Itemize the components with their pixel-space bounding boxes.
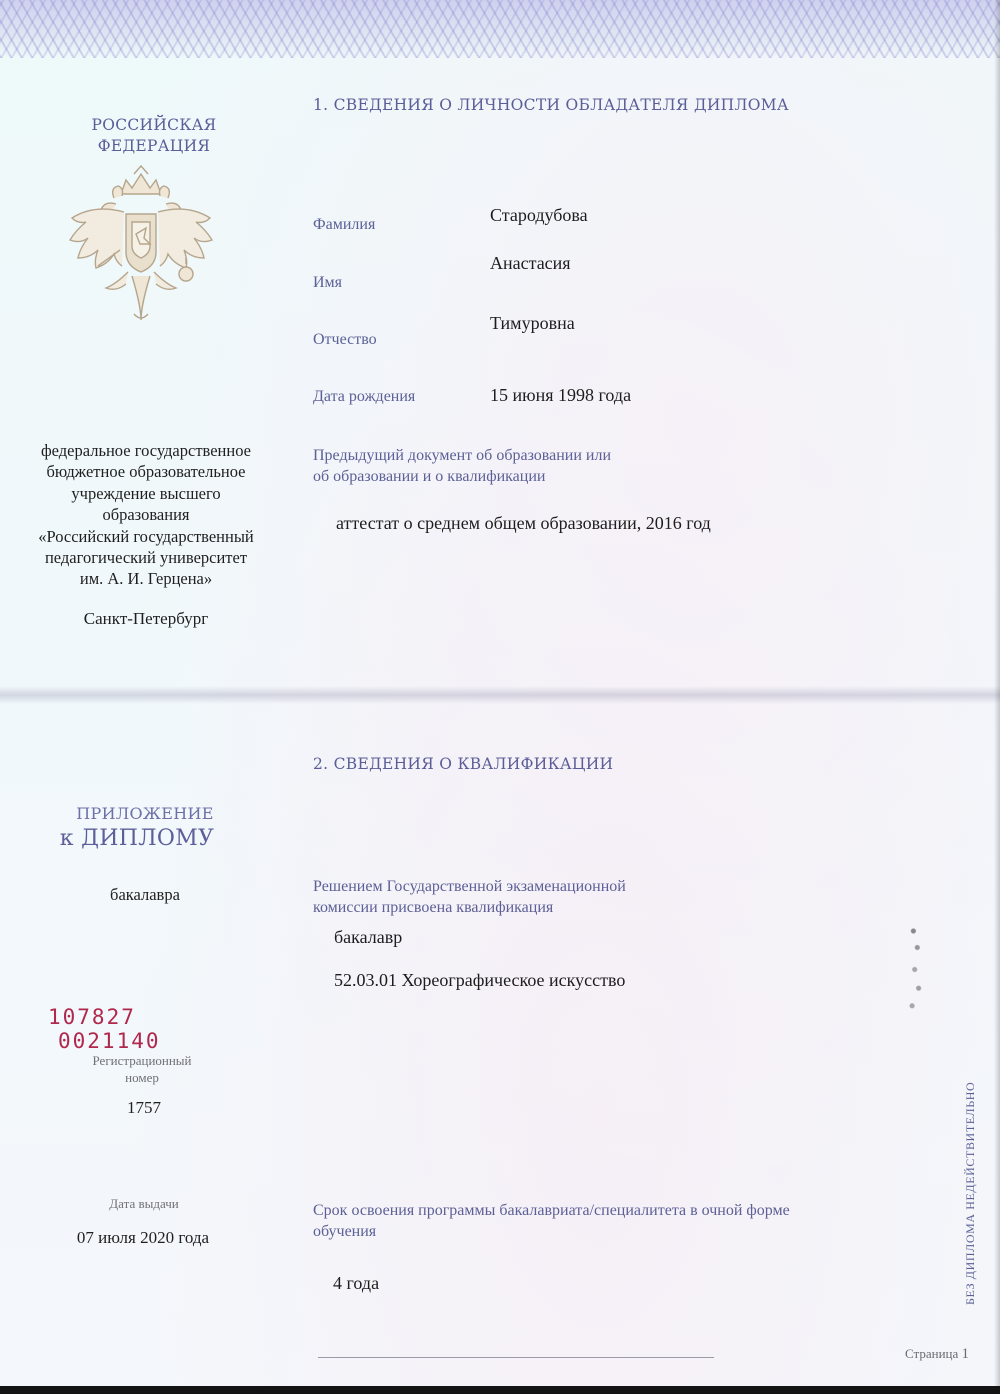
decision-label — [313, 876, 626, 918]
prev-doc-label-line2: об образовании и о квалификации — [313, 468, 546, 485]
surname-label: Фамилия — [313, 216, 376, 233]
appendix-title-line1: ПРИЛОЖЕНИЕ — [76, 804, 214, 823]
institution-line: федеральное государственное — [40, 441, 251, 460]
reg-number-label — [42, 1052, 242, 1086]
reg-number: 1757 — [127, 1098, 161, 1117]
institution-line: бюджетное образовательное — [46, 462, 246, 482]
appendix-title-line2: к ДИПЛОМУ — [59, 826, 215, 851]
institution-line: образования — [102, 505, 190, 525]
duration-label-line2: обучения — [313, 1223, 377, 1240]
patronymic-label: Отчество — [313, 331, 377, 348]
institution-line: педагогический университет — [44, 548, 248, 568]
name-label: Имя — [313, 274, 343, 291]
patronymic-value: Тимуровна — [490, 313, 575, 333]
coat-of-arms-icon — [66, 164, 216, 329]
reg-label-line2: номер — [125, 1070, 159, 1085]
qualification-value: бакалавр — [334, 927, 403, 947]
name-value: Анастасия — [490, 253, 571, 273]
serial-number-digits: 0021140 — [58, 1029, 161, 1053]
decision-line1: Решением Государственной экзаменационной — [313, 878, 626, 895]
country-name — [40, 115, 268, 157]
prev-doc-value: аттестат о среднем общем образовании, 2016 год — [336, 513, 711, 533]
birthdate-value: 15 июня 1998 года — [490, 385, 632, 405]
section1-title: 1. СВЕДЕНИЯ О ЛИЧНОСТИ ОБЛАДАТЕЛЯ ДИПЛОМА — [313, 96, 789, 114]
guilloche-top-band — [0, 0, 1000, 58]
duration-label — [313, 1200, 790, 1242]
country-line1: РОССИЙСКАЯ — [91, 116, 217, 134]
institution-name — [18, 440, 274, 590]
page-indicator — [905, 1346, 969, 1363]
page-label: Страница — [905, 1346, 959, 1361]
surname-value: Стародубова — [490, 205, 588, 225]
prev-doc-label — [313, 445, 611, 487]
serial-series: 107827 — [48, 1005, 136, 1029]
decision-line2: комиссии присвоена квалификация — [313, 899, 554, 916]
section2-title: 2. СВЕДЕНИЯ О КВАЛИФИКАЦИИ — [313, 755, 614, 773]
city: Санкт-Петербург — [83, 609, 209, 628]
scan-bottom-edge — [0, 1386, 1000, 1394]
vertical-validity-note: БЕЗ ДИПЛОМА НЕДЕЙСТВИТЕЛЬНО — [963, 1081, 977, 1305]
page-number: 1 — [961, 1346, 970, 1362]
stamp-marks — [903, 920, 929, 1030]
issue-date: 07 июля 2020 года — [76, 1228, 210, 1247]
duration-label-line1: Срок освоения программы бакалавриата/специалитета в очной форме — [313, 1202, 790, 1219]
footer-rule — [318, 1357, 714, 1358]
institution-line: учреждение высшего — [71, 483, 221, 503]
institution-line: им. А. И. Герцена» — [79, 569, 213, 589]
serial-number — [48, 1005, 248, 1053]
birthdate-label: Дата рождения — [313, 388, 416, 405]
institution-line: «Российский государственный — [38, 526, 254, 546]
page-fold — [0, 686, 1000, 704]
degree-level: бакалавра — [110, 885, 180, 904]
specialty-value: 52.03.01 Хореографическое искусство — [334, 970, 626, 990]
scan-right-edge — [994, 0, 1000, 1394]
reg-label-line1: Регистрационный — [92, 1053, 192, 1068]
country-line2: ФЕДЕРАЦИЯ — [97, 137, 211, 155]
duration-value: 4 года — [333, 1273, 380, 1293]
prev-doc-label-line1: Предыдущий документ об образовании или — [313, 447, 612, 464]
issue-date-label: Дата выдачи — [109, 1196, 179, 1211]
